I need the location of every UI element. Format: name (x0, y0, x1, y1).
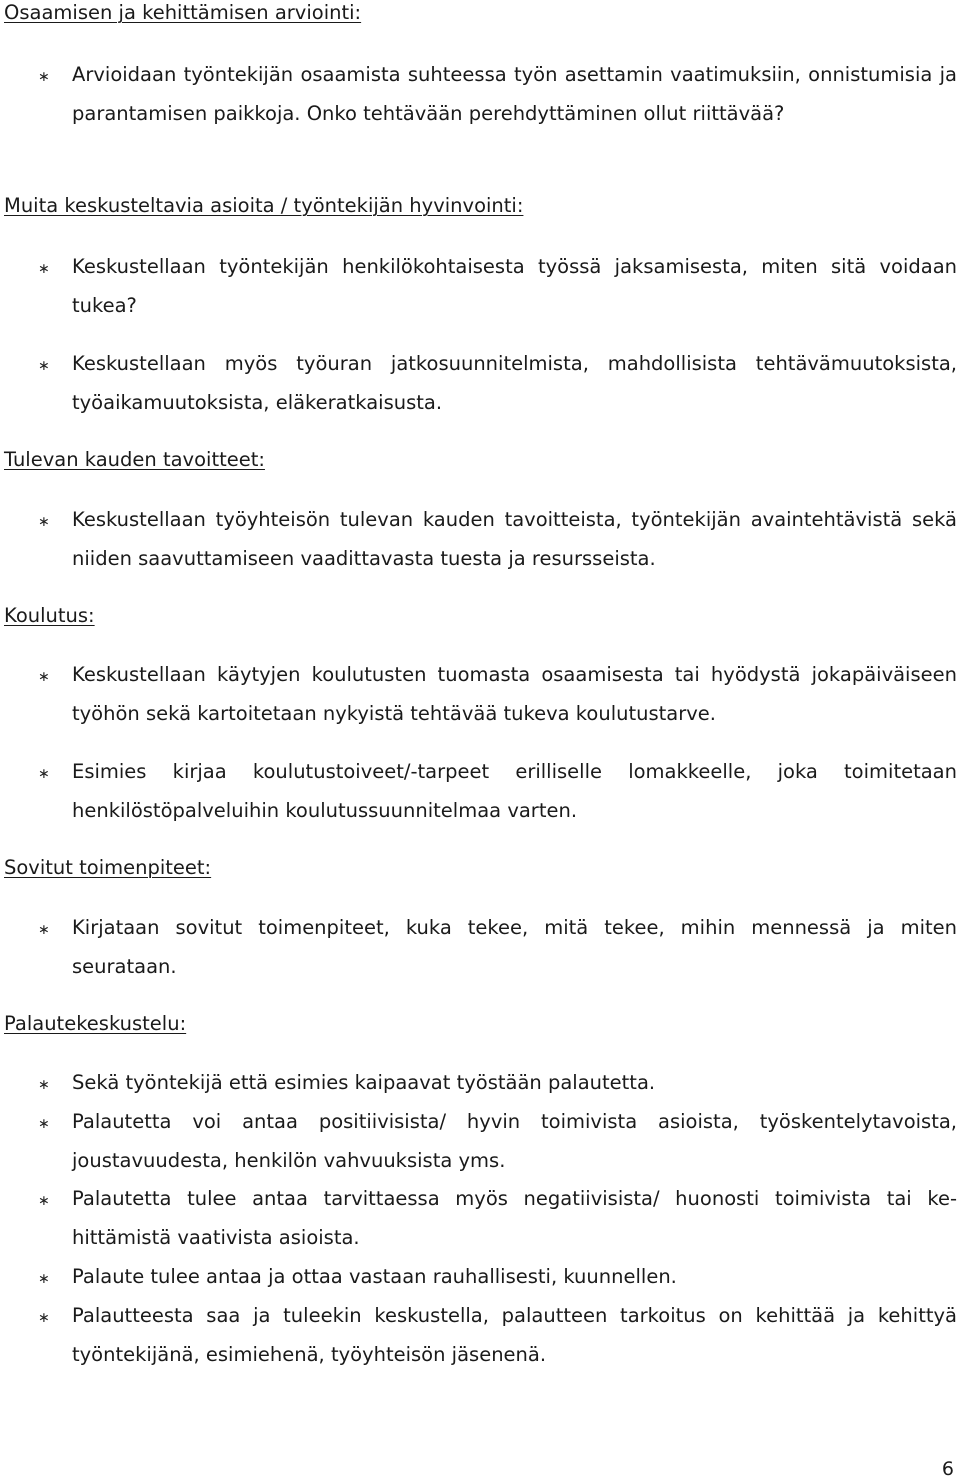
list-item-text: Arvioidaan työntekijän osaamista suhteessa työn asettamin vaatimuksiin, onnistumisia ja parantamisen paikkoja. Onko tehtävään perehdyttäminen ollut riittävää? (72, 63, 957, 125)
list-item-text: Palautetta voi antaa positiivisista/ hyvin toimivista asioista, työskentelytavoista, joustavuudesta, henkilön vahvuuksista yms. (72, 1110, 957, 1172)
list-item-text: Keskustellaan myös työuran jatkosuunnitelmista, mahdollisista tehtävämuutoksista, työaikamuutoksista, eläkeratkaisusta. (72, 352, 957, 414)
section-heading-tulevan: Tulevan kauden tavoitteet: (4, 448, 265, 471)
section-heading-palaute: Palautekeskustelu: (4, 1012, 187, 1035)
bullet-icon: ∗ (38, 1310, 50, 1326)
bullet-icon: ∗ (38, 1193, 50, 1209)
bullet-icon: ∗ (38, 69, 50, 85)
list-item-text: Keskustellaan työyhteisön tulevan kauden tavoitteista, työntekijän avaintehtävistä sekä niiden saavuttamiseen vaadittavasta tuesta ja resursseista. (72, 508, 957, 570)
section-heading-muita: Muita keskusteltavia asioita / työntekijän hyvinvointi: (4, 194, 524, 217)
section-heading-sovitut: Sovitut toimenpiteet: (4, 856, 212, 879)
bullet-icon: ∗ (38, 514, 50, 530)
list-item-text: Palautetta tulee antaa tarvittaessa myös negatiivisista/ huonosti toimivista tai kehittämistä vaativista asioista. (72, 1187, 957, 1249)
list-item-text: Keskustellaan työntekijän henkilökohtaisesta työssä jaksamisesta, miten sitä voidaan tukea? (72, 255, 957, 317)
page-number: 6 (941, 1458, 954, 1480)
bullet-icon: ∗ (38, 922, 50, 938)
section-heading-koulutus: Koulutus: (4, 604, 95, 627)
bullet-icon: ∗ (38, 358, 50, 374)
list-item-text: Palautteesta saa ja tuleekin keskustella, palautteen tarkoitus on kehittää ja kehittyä työntekijänä, esimiehenä, työyhteisön jäsenenä. (72, 1304, 957, 1366)
bullet-icon: ∗ (38, 261, 50, 277)
list-item-text: Esimies kirjaa koulutustoiveet/-tarpeet erilliselle lomakkeelle, joka toimitetaan henkilöstöpalveluihin koulutussuunnitelmaa varten. (72, 760, 957, 822)
bullet-icon: ∗ (38, 1077, 50, 1093)
list-item-text: Palaute tulee antaa ja ottaa vastaan rauhallisesti, kuunnellen. (72, 1265, 677, 1288)
list-item-text: Keskustellaan käytyjen koulutusten tuomasta osaamisesta tai hyödystä jokapäiväiseen työhön sekä kartoitetaan nykyistä tehtävää tukeva koulutustarve. (72, 663, 957, 725)
list-item-text: Kirjataan sovitut toimenpiteet, kuka tekee, mitä tekee, mihin mennessä ja miten seurataan. (72, 916, 957, 978)
bullet-icon: ∗ (38, 766, 50, 782)
section-heading-osaamisen: Osaamisen ja kehittämisen arviointi: (4, 1, 362, 24)
bullet-icon: ∗ (38, 669, 50, 685)
list-item-text: Sekä työntekijä että esimies kaipaavat työstään palautetta. (72, 1071, 656, 1094)
bullet-icon: ∗ (38, 1116, 50, 1132)
bullet-icon: ∗ (38, 1271, 50, 1287)
